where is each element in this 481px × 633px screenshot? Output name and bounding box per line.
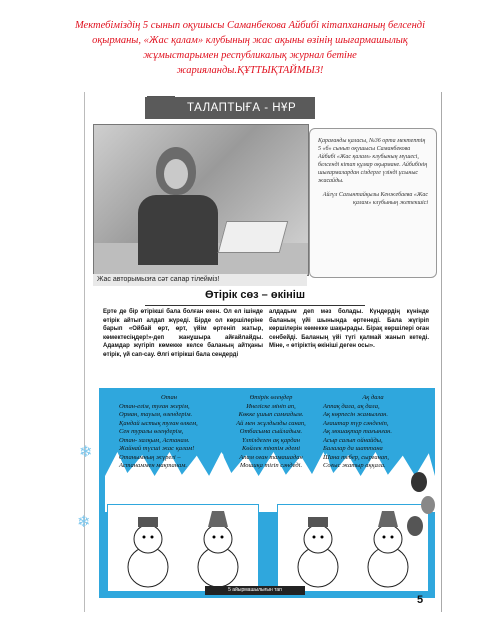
poem-line: Аппақ дала, ақ дала, [323,402,380,410]
poem-line: Отан-елім, туған жерім, [119,402,190,410]
poem-line: Жайнай түсші жас қалам! [119,445,195,452]
snowman-picture-right [277,504,429,592]
poem-otan [119,394,219,471]
poem-line: Отанымның жүрегі – [119,453,181,461]
poem-section [99,388,435,598]
poem-line: Шана тебер, сырғанап, [323,453,389,461]
balloon-icon [411,472,427,492]
poem-line: Балалар да шаттана [323,445,383,452]
story-right-column: алдадым деп мәз болады. Күндердің күнінде баланың үйі шынында өртенеді. Бала жүгіріп көршілерін көмекке шақырады. Бірақ көршілері оған сенбейді. Баланың үйі түгі қалмай жанып кетеді. Міне, « өтіріктің өкініші деген осы». [269,309,429,349]
poem-line: Соғыс жатыр аққала. [323,462,386,469]
poem-line: Көкке ұшып самғадым. [238,411,304,418]
page-number: 5 [417,594,424,606]
poem-line: Ай мен жұлдызды санап, [236,419,306,427]
poem-title: Ақ дала [362,394,384,401]
poem-line: Мошиқа тігіп сәндеді. [239,462,303,469]
poem-line: Отбасыма сыйладым. [239,428,303,435]
snowflake-icon: ❄ [77,514,91,531]
footer-strip: 5 айырмашылығын тап [205,586,305,595]
poem-title: Өтірік өлеңдер [249,394,293,401]
snowman-icon [108,505,258,591]
snowman-picture-left [107,504,259,592]
announcement-caption: Мектебіміздің 5 сынып оқушысы Саманбекова Айбибі кітапхананың белсенді оқырманы, «Жас қалам» клубының жас ақыны өзінің шығармашылық жұмыстарымен республикалық журнал бетіне жарияланды.ҚҰТТЫҚТАЙМЫЗ! [74,20,426,76]
snowman-icon [278,505,428,591]
scroll-signature: Айгүл Сагынтайқызы Кенжебаева «Жас қалам» клубының жетекшісі [322,192,428,206]
poem-line: Ағаштар түр сәнденіп, [323,419,389,427]
balloon-icon [407,516,423,536]
balloon-icon [421,496,435,514]
poem-line: Апам оған тамашадан [239,453,303,461]
magazine-page [77,92,442,612]
scroll-text: Қарағанды қаласы, №36 орта мектептің 5 «б» сынып оқушысы Саманбекова Айбибі «Жас қалам» клубының мүшесі, белсенді кітап құмар оқырмане. Айбибінің шығармалардан сіздерге үзінді ұсыныс жасайды. [318,138,428,184]
poem-title: Отан [161,394,177,401]
poem-line: Инеліске мініп ап, [246,402,296,410]
poem-line: Үлпілдеген ақ қардан [242,436,300,444]
poem-line: Отан- халқым, Астанам. [119,436,190,444]
poem-line: Сен туралы өлеңдерім, [119,428,184,435]
story-title: Өтірік сөз – өкініш [145,289,365,306]
snowflake-icon: ❄ [79,444,93,461]
poem-line: Орман, тауым, өзендерім. [119,411,193,418]
story-left-column: Ерте де бір өтірікші бала болған екен. Ол ел ішінде өтірік айтып алдап жүреді. Бірде ол көршілеріне барып «Ойбай өрт, өрт, үйім өртеніп жатыр, көмектесіңдер!»-деп жанұшыра айғайлайды. Адамдар жүгіріп көмекке келсе баланың айтқаны өтірік, үй сап-сау. Әлгі өтірікші бала сендерді [103,309,263,358]
section-banner: ТАЛАПТЫҒА - НҰР [145,97,315,119]
poem-line: Астанаммен мақтанам. [119,462,187,469]
poem-line: Көйлек тіктім әдемі [241,445,301,452]
student-photo [93,124,309,276]
poem-line: Қандай ыстық туған өлкем, [119,419,198,427]
photo-caption: Жас авторымызға сәт сапар тілейміз! [93,274,307,286]
poem-line: Ақ мошақтар тағынған. [323,428,392,435]
poem-ak-dala [323,394,423,471]
poem-line: Ақ көрпесін жамылған. [323,411,388,418]
intro-scroll [309,128,437,278]
poem-otirik [221,394,321,471]
poem-line: Асыр салып ойнайды, [323,436,383,444]
